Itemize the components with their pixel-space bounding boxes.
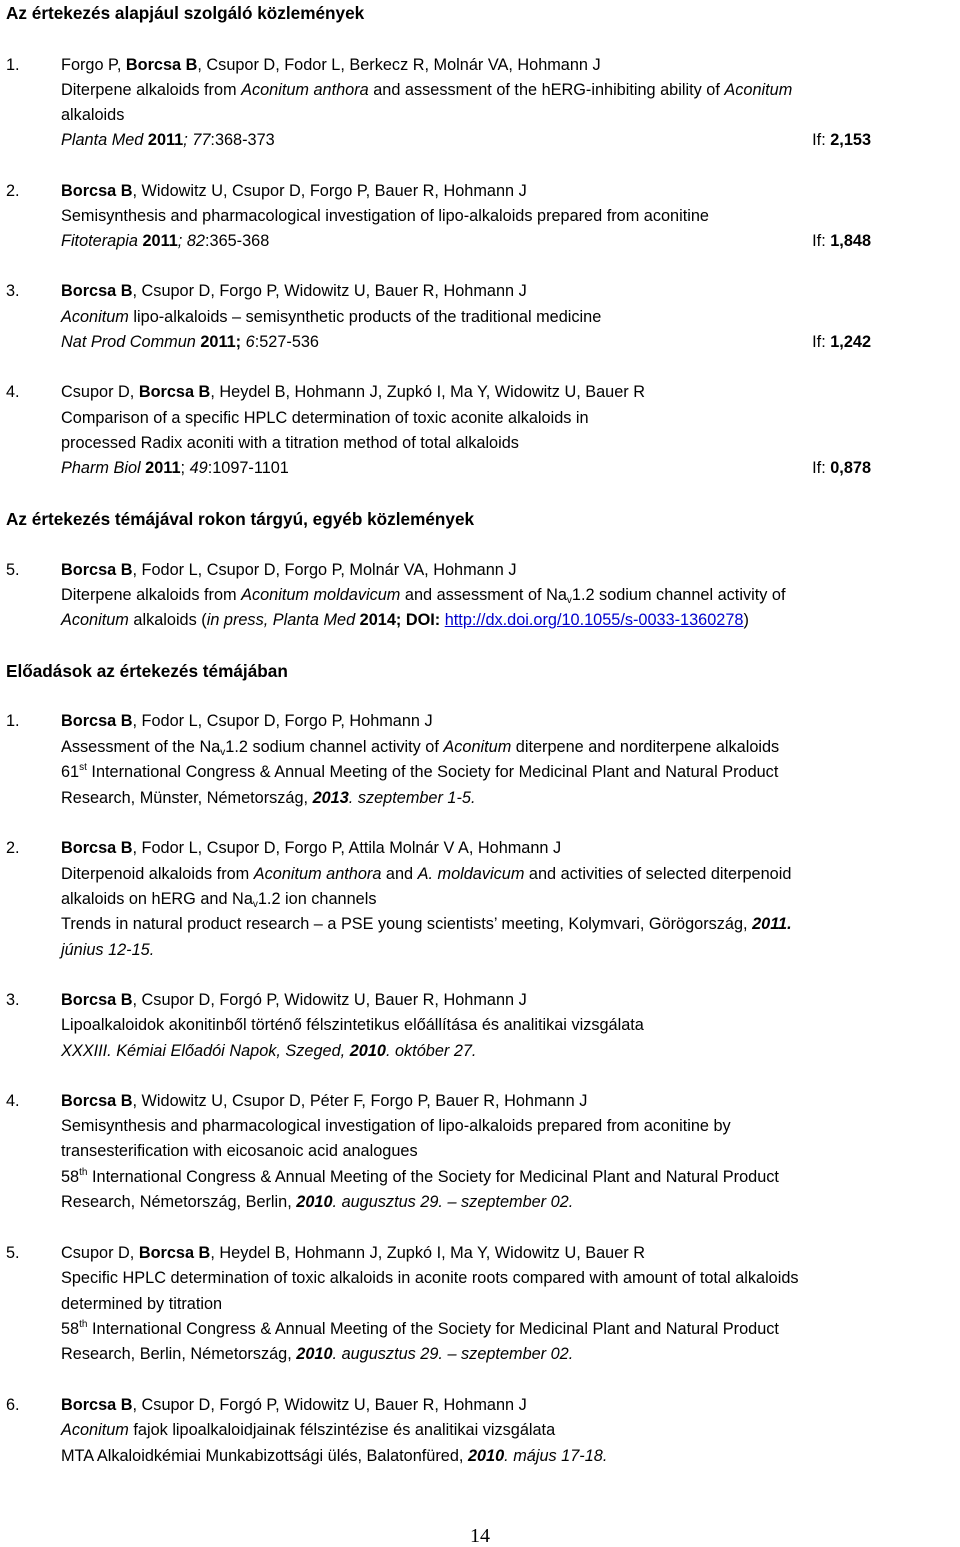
entry-citation: Planta Med 2011; 77:368-373 <box>61 131 275 149</box>
entry-title: Diterpenoid alkaloids from Aconitum anthora and A. moldavicum and activities of selected diterpenoid <box>61 865 792 883</box>
entry-authors: Borcsa B, Widowitz U, Csupor D, Forgo P, Bauer R, Hohmann J <box>61 182 527 200</box>
entry-title-cont: alkaloids on hERG and $Na_v1.2$ ion channels <box>61 890 377 910</box>
entry-venue: Trends in natural product research – a PSE young scientists’ meeting, Kolymvari, Görögország, 2011. <box>61 915 792 933</box>
entry-number: 1. <box>6 56 20 74</box>
entry-authors: Csupor D, Borcsa B, Heydel B, Hohmann J, Zupkó I, Ma Y, Widowitz U, Bauer R <box>61 1244 645 1262</box>
entry-venue-date: Research, Berlin, Németország, 2010. augusztus 29. – szeptember 02. <box>61 1345 574 1363</box>
entry-number: 1. <box>6 712 20 730</box>
entry-authors: Borcsa B, Fodor L, Csupor D, Forgo P, Hohmann J <box>61 712 433 730</box>
entry-authors: Csupor D, Borcsa B, Heydel B, Hohmann J, Zupkó I, Ma Y, Widowitz U, Bauer R <box>61 383 645 401</box>
entry-number: 2. <box>6 182 20 200</box>
entry-number: 6. <box>6 1396 20 1414</box>
page-number: 14 <box>470 1525 490 1547</box>
entry-citation: Aconitum alkaloids (in press, Planta Med 2014; DOI: http://dx.doi.org/10.1055/s-0033-1360278) <box>61 611 749 629</box>
impact-factor: If: 0,878 <box>812 459 871 477</box>
entry-authors: Forgo P, Borcsa B, Csupor D, Fodor L, Berkecz R, Molnár VA, Hohmann J <box>61 56 601 74</box>
entry-title: Diterpene alkaloids from Aconitum moldavicum and assessment of $Na_v1.2$ sodium channel activity of <box>61 586 786 606</box>
entry-title: Diterpene alkaloids from Aconitum anthora and assessment of the hERG-inhibiting ability of Aconitum <box>61 81 793 99</box>
entry-title-cont: alkaloids <box>61 106 125 124</box>
entry-number: 2. <box>6 839 20 857</box>
entry-date: június 12-15. <box>61 941 155 959</box>
entry-citation: Nat Prod Commun 2011; 6:527-536 <box>61 333 319 351</box>
entry-venue: 58th International Congress & Annual Meeting of the Society for Medicinal Plant and Natural Product <box>61 1167 779 1186</box>
entry-title: Lipoalkaloidok akonitinből történő félszintetikus előállítása és analitikai vizsgálata <box>61 1016 644 1034</box>
entry-number: 4. <box>6 383 20 401</box>
entry-authors: Borcsa B, Csupor D, Forgó P, Widowitz U, Bauer R, Hohmann J <box>61 1396 527 1414</box>
entry-authors: Borcsa B, Fodor L, Csupor D, Forgo P, Molnár VA, Hohmann J <box>61 561 517 579</box>
entry-number: 3. <box>6 991 20 1009</box>
entry-number: 5. <box>6 561 20 579</box>
entry-authors: Borcsa B, Csupor D, Forgo P, Widowitz U, Bauer R, Hohmann J <box>61 282 527 300</box>
entry-venue-date: Research, Németország, Berlin, 2010. augusztus 29. – szeptember 02. <box>61 1193 574 1211</box>
entry-authors: Borcsa B, Csupor D, Forgó P, Widowitz U, Bauer R, Hohmann J <box>61 991 527 1009</box>
entry-venue: XXXIII. Kémiai Előadói Napok, Szeged, 2010. október 27. <box>61 1042 477 1060</box>
entry-citation: Pharm Biol 2011; 49:1097-1101 <box>61 459 289 477</box>
entry-venue: 61st International Congress & Annual Meeting of the Society for Medicinal Plant and Natural Product <box>61 762 779 781</box>
entry-venue-date: Research, Münster, Németország, 2013. szeptember 1-5. <box>61 789 476 807</box>
doi-link[interactable]: http://dx.doi.org/10.1055/s-0033-1360278 <box>444 611 744 629</box>
entry-venue: MTA Alkaloidkémiai Munkabizottsági ülés, Balatonfüred, 2010. május 17-18. <box>61 1447 608 1465</box>
entry-number: 4. <box>6 1092 20 1110</box>
entry-title: Specific HPLC determination of toxic alkaloids in aconite roots compared with amount of total alkaloids <box>61 1269 799 1287</box>
entry-title: Aconitum fajok lipoalkaloidjainak félszintézise és analitikai vizsgálata <box>61 1421 556 1439</box>
entry-title: Comparison of a specific HPLC determination of toxic aconite alkaloids in <box>61 409 589 427</box>
entry-citation: Fitoterapia 2011; 82:365-368 <box>61 232 270 250</box>
entry-authors: Borcsa B, Widowitz U, Csupor D, Péter F, Forgo P, Bauer R, Hohmann J <box>61 1092 588 1110</box>
impact-factor: If: 1,848 <box>812 232 871 250</box>
entry-number: 5. <box>6 1244 20 1262</box>
entry-venue: 58th International Congress & Annual Meeting of the Society for Medicinal Plant and Natural Product <box>61 1319 779 1338</box>
section-heading-publications: Az értekezés alapjául szolgáló közlemények <box>6 3 365 23</box>
entry-number: 3. <box>6 282 20 300</box>
entry-title: Assessment of the $Na_v1.2$ sodium channel activity of Aconitum diterpene and norditerpene alkaloids <box>61 738 780 758</box>
entry-title: Semisynthesis and pharmacological investigation of lipo-alkaloids prepared from aconitine <box>61 207 709 225</box>
entry-authors: Borcsa B, Fodor L, Csupor D, Forgo P, Attila Molnár V A, Hohmann J <box>61 839 562 857</box>
entry-title-cont: transesterification with eicosanoic acid analogues <box>61 1142 418 1160</box>
impact-factor: If: 1,242 <box>812 333 871 351</box>
impact-factor: If: 2,153 <box>812 131 871 149</box>
section-heading-talks: Előadások az értekezés témájában <box>6 661 288 681</box>
entry-title-cont: determined by titration <box>61 1295 223 1313</box>
entry-title-cont: processed Radix aconiti with a titration method of total alkaloids <box>61 434 519 452</box>
section-heading-related: Az értekezés témájával rokon tárgyú, egyéb közlemények <box>6 509 475 529</box>
entry-title: Aconitum lipo-alkaloids – semisynthetic products of the traditional medicine <box>61 308 602 326</box>
entry-title: Semisynthesis and pharmacological investigation of lipo-alkaloids prepared from aconitine by <box>61 1117 731 1135</box>
